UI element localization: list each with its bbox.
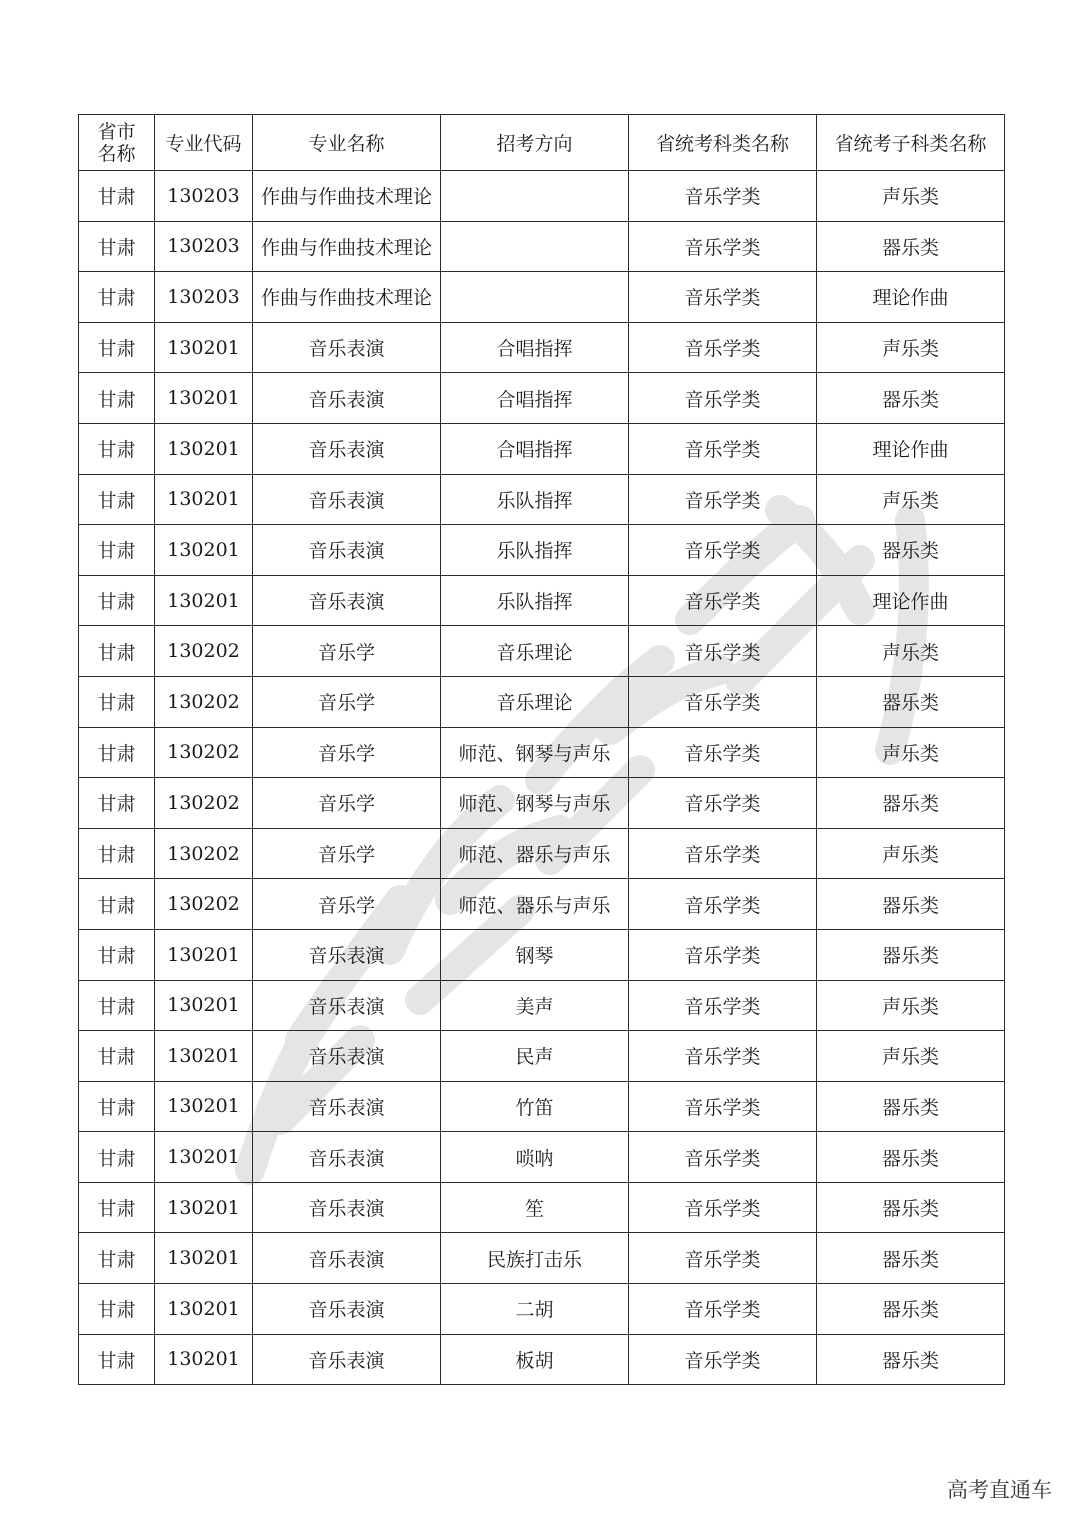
cell-major-code: 130201 [155,1031,253,1082]
cell-exam-category: 音乐学类 [629,322,817,373]
cell-major-name: 音乐表演 [253,1132,441,1183]
cell-exam-subcategory: 器乐类 [817,1284,1005,1335]
cell-direction: 师范、器乐与声乐 [441,879,629,930]
cell-direction: 乐队指挥 [441,474,629,525]
cell-exam-category: 音乐学类 [629,676,817,727]
cell-exam-category: 音乐学类 [629,929,817,980]
cell-major-name: 音乐表演 [253,525,441,576]
cell-major-code: 130201 [155,525,253,576]
cell-major-code: 130202 [155,778,253,829]
cell-exam-category: 音乐学类 [629,575,817,626]
cell-exam-category: 音乐学类 [629,171,817,222]
cell-exam-category: 音乐学类 [629,1284,817,1335]
cell-direction: 师范、钢琴与声乐 [441,778,629,829]
cell-major-code: 130202 [155,676,253,727]
cell-major-code: 130201 [155,474,253,525]
cell-province: 甘肃 [79,828,155,879]
cell-direction: 二胡 [441,1284,629,1335]
cell-exam-subcategory: 器乐类 [817,1081,1005,1132]
cell-direction: 钢琴 [441,929,629,980]
cell-province: 甘肃 [79,575,155,626]
table-row [79,322,1005,373]
cell-major-name: 音乐学 [253,727,441,778]
cell-direction: 板胡 [441,1334,629,1385]
cell-major-name: 音乐表演 [253,1233,441,1284]
cell-exam-subcategory: 理论作曲 [817,423,1005,474]
cell-major-code: 130201 [155,575,253,626]
cell-direction: 笙 [441,1182,629,1233]
cell-exam-subcategory: 器乐类 [817,1182,1005,1233]
cell-direction: 乐队指挥 [441,575,629,626]
cell-direction: 师范、器乐与声乐 [441,828,629,879]
cell-exam-subcategory: 器乐类 [817,1233,1005,1284]
cell-exam-category: 音乐学类 [629,525,817,576]
cell-direction [441,272,629,323]
cell-direction: 音乐理论 [441,626,629,677]
cell-major-code: 130203 [155,171,253,222]
cell-major-code: 130202 [155,879,253,930]
table-row [79,879,1005,930]
cell-province: 甘肃 [79,525,155,576]
cell-exam-subcategory: 声乐类 [817,828,1005,879]
cell-major-name: 音乐表演 [253,1182,441,1233]
cell-direction: 乐队指挥 [441,525,629,576]
table-row [79,525,1005,576]
cell-exam-category: 音乐学类 [629,221,817,272]
cell-exam-subcategory: 声乐类 [817,171,1005,222]
cell-major-code: 130203 [155,272,253,323]
header-major-code: 专业代码 [155,115,253,171]
cell-province: 甘肃 [79,221,155,272]
cell-province: 甘肃 [79,626,155,677]
cell-exam-subcategory: 声乐类 [817,980,1005,1031]
header-major-name: 专业名称 [253,115,441,171]
cell-direction: 民声 [441,1031,629,1082]
header-exam-category: 省统考科类名称 [629,115,817,171]
cell-province: 甘肃 [79,373,155,424]
header-direction: 招考方向 [441,115,629,171]
cell-major-name: 音乐表演 [253,423,441,474]
cell-province: 甘肃 [79,1182,155,1233]
cell-major-name: 音乐表演 [253,1031,441,1082]
cell-province: 甘肃 [79,1233,155,1284]
cell-exam-subcategory: 器乐类 [817,373,1005,424]
cell-major-code: 130201 [155,1284,253,1335]
table-row [79,929,1005,980]
cell-direction: 唢呐 [441,1132,629,1183]
table-header-row [79,115,1005,171]
cell-exam-category: 音乐学类 [629,1334,817,1385]
cell-province: 甘肃 [79,1031,155,1082]
cell-exam-subcategory: 理论作曲 [817,272,1005,323]
cell-province: 甘肃 [79,1284,155,1335]
cell-exam-category: 音乐学类 [629,423,817,474]
cell-major-code: 130201 [155,1334,253,1385]
cell-exam-category: 音乐学类 [629,828,817,879]
cell-exam-category: 音乐学类 [629,1031,817,1082]
cell-province: 甘肃 [79,1132,155,1183]
table-body [79,171,1005,1385]
cell-major-code: 130201 [155,1081,253,1132]
cell-major-code: 130202 [155,828,253,879]
cell-major-name: 音乐表演 [253,373,441,424]
cell-direction [441,221,629,272]
cell-direction: 师范、钢琴与声乐 [441,727,629,778]
cell-major-name: 音乐学 [253,676,441,727]
cell-exam-subcategory: 理论作曲 [817,575,1005,626]
cell-province: 甘肃 [79,778,155,829]
cell-direction: 合唱指挥 [441,423,629,474]
cell-province: 甘肃 [79,1334,155,1385]
cell-major-code: 130201 [155,322,253,373]
cell-exam-subcategory: 声乐类 [817,626,1005,677]
cell-major-name: 作曲与作曲技术理论 [253,171,441,222]
cell-direction: 竹笛 [441,1081,629,1132]
cell-province: 甘肃 [79,929,155,980]
cell-major-code: 130202 [155,727,253,778]
cell-major-name: 音乐学 [253,626,441,677]
cell-exam-subcategory: 声乐类 [817,322,1005,373]
cell-major-code: 130201 [155,1182,253,1233]
table-row [79,727,1005,778]
cell-exam-subcategory: 器乐类 [817,879,1005,930]
table-row [79,1132,1005,1183]
table-row [79,1334,1005,1385]
cell-exam-subcategory: 器乐类 [817,778,1005,829]
cell-exam-subcategory: 器乐类 [817,221,1005,272]
cell-province: 甘肃 [79,272,155,323]
table-row [79,1081,1005,1132]
cell-direction: 音乐理论 [441,676,629,727]
cell-exam-category: 音乐学类 [629,980,817,1031]
table-row [79,423,1005,474]
cell-exam-category: 音乐学类 [629,1081,817,1132]
cell-direction: 合唱指挥 [441,373,629,424]
cell-direction [441,171,629,222]
table-row [79,676,1005,727]
cell-exam-subcategory: 器乐类 [817,525,1005,576]
table-row [79,373,1005,424]
table-row [79,778,1005,829]
table-row [79,171,1005,222]
header-province [79,115,155,171]
cell-province: 甘肃 [79,879,155,930]
cell-major-name: 音乐表演 [253,322,441,373]
cell-direction: 美声 [441,980,629,1031]
cell-province: 甘肃 [79,1081,155,1132]
cell-exam-category: 音乐学类 [629,778,817,829]
cell-exam-category: 音乐学类 [629,272,817,323]
table-row [79,980,1005,1031]
table-row [79,575,1005,626]
cell-major-name: 作曲与作曲技术理论 [253,221,441,272]
cell-exam-category: 音乐学类 [629,1233,817,1284]
cell-exam-subcategory: 器乐类 [817,1132,1005,1183]
cell-major-name: 音乐学 [253,778,441,829]
cell-major-name: 音乐表演 [253,929,441,980]
cell-exam-category: 音乐学类 [629,373,817,424]
cell-major-code: 130201 [155,980,253,1031]
cell-exam-subcategory: 声乐类 [817,1031,1005,1082]
cell-major-name: 音乐表演 [253,980,441,1031]
table-row [79,1284,1005,1335]
cell-province: 甘肃 [79,727,155,778]
cell-province: 甘肃 [79,322,155,373]
cell-major-name: 音乐学 [253,879,441,930]
table-row [79,1031,1005,1082]
cell-major-name: 音乐表演 [253,575,441,626]
cell-exam-subcategory: 器乐类 [817,1334,1005,1385]
cell-major-name: 作曲与作曲技术理论 [253,272,441,323]
header-province-label: 省市名称 [97,120,136,165]
cell-major-code: 130201 [155,1132,253,1183]
cell-exam-category: 音乐学类 [629,1182,817,1233]
table-row [79,828,1005,879]
cell-province: 甘肃 [79,474,155,525]
cell-exam-category: 音乐学类 [629,474,817,525]
cell-exam-category: 音乐学类 [629,1132,817,1183]
cell-province: 甘肃 [79,980,155,1031]
cell-exam-category: 音乐学类 [629,626,817,677]
cell-exam-subcategory: 器乐类 [817,676,1005,727]
cell-major-code: 130202 [155,626,253,677]
cell-major-name: 音乐表演 [253,474,441,525]
cell-exam-subcategory: 声乐类 [817,727,1005,778]
cell-major-name: 音乐表演 [253,1334,441,1385]
cell-direction: 民族打击乐 [441,1233,629,1284]
cell-major-code: 130201 [155,929,253,980]
cell-major-name: 音乐表演 [253,1081,441,1132]
table-row [79,1233,1005,1284]
cell-major-code: 130201 [155,1233,253,1284]
table-row [79,626,1005,677]
cell-major-code: 130201 [155,373,253,424]
cell-exam-category: 音乐学类 [629,879,817,930]
footer-source: 高考直通车 [947,1478,1052,1502]
table-row [79,474,1005,525]
cell-exam-subcategory: 器乐类 [817,929,1005,980]
cell-exam-subcategory: 声乐类 [817,474,1005,525]
cell-major-code: 130201 [155,423,253,474]
header-exam-subcategory: 省统考子科类名称 [817,115,1005,171]
cell-major-name: 音乐学 [253,828,441,879]
cell-direction: 合唱指挥 [441,322,629,373]
table-row [79,272,1005,323]
data-table [78,114,1005,1385]
cell-province: 甘肃 [79,171,155,222]
cell-major-code: 130203 [155,221,253,272]
cell-major-name: 音乐表演 [253,1284,441,1335]
cell-province: 甘肃 [79,676,155,727]
cell-exam-category: 音乐学类 [629,727,817,778]
table-row [79,1182,1005,1233]
table-row [79,221,1005,272]
cell-province: 甘肃 [79,423,155,474]
